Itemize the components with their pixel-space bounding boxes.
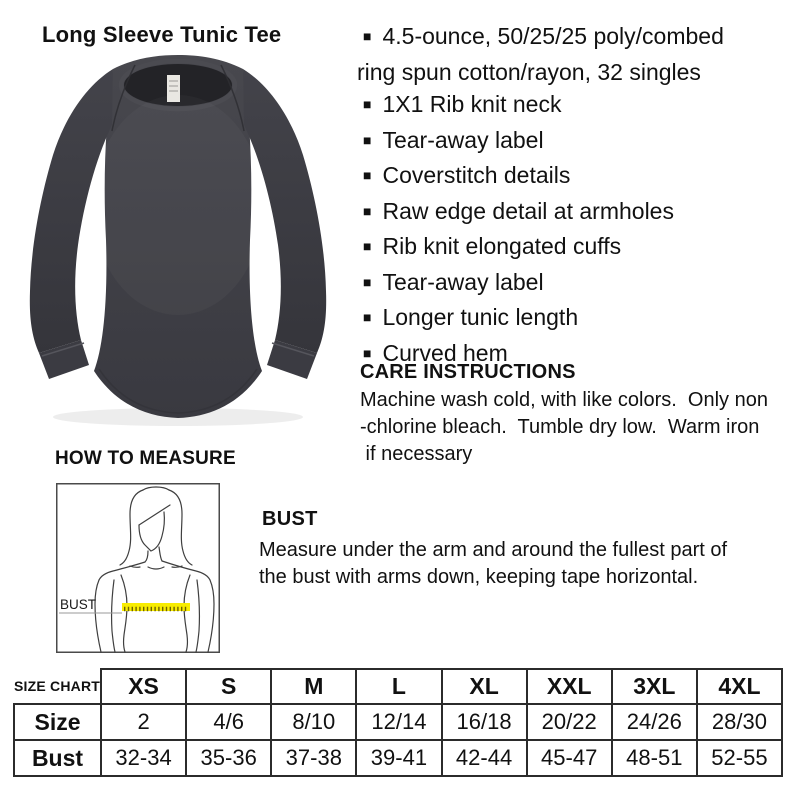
bust-instructions: [259, 537, 727, 591]
feature-item: ■ Raw edge detail at armholes: [363, 197, 674, 224]
feature-item: ■ Tear-away label: [363, 126, 544, 153]
diagram-bust-label: BUST: [60, 597, 97, 612]
size-value-cell: 24/26: [612, 704, 697, 740]
size-col-header: S: [186, 669, 271, 704]
size-value-cell: 28/30: [697, 704, 782, 740]
feature-item: ■ Coverstitch details: [363, 162, 571, 188]
care-instructions: [360, 361, 800, 468]
feature-item: ■ Curved hem: [363, 339, 508, 366]
feature-list: [357, 20, 761, 372]
row-label: Bust: [14, 740, 101, 776]
bust-value-cell: 37-38: [271, 740, 356, 776]
size-col-header: M: [271, 669, 356, 704]
row-label: Size: [14, 704, 101, 740]
bullet-square-icon: ■: [363, 238, 372, 254]
size-chart-header-row: [14, 669, 782, 704]
size-value-cell: 20/22: [527, 704, 612, 740]
product-photo: [15, 55, 340, 430]
size-value-cell: 4/6: [186, 704, 271, 740]
care-text-line: -chlorine bleach. Tumble dry low. Warm iron: [360, 416, 760, 438]
feature-item: ■ 4.5-ounce, 50/25/25 poly/combed ring spun cotton/rayon, 32 singles: [357, 23, 724, 85]
bust-text-line: the bust with arms down, keeping tape horizontal.: [259, 566, 699, 588]
bust-value-cell: 48-51: [612, 740, 697, 776]
bust-value-cell: 52-55: [697, 740, 782, 776]
size-col-header: 3XL: [612, 669, 697, 704]
size-value-cell: 16/18: [442, 704, 527, 740]
size-col-header: 4XL: [697, 669, 782, 704]
size-value-cell: 8/10: [271, 704, 356, 740]
feature-item: ■ Rib knit elongated cuffs: [363, 233, 622, 259]
bullet-square-icon: ■: [363, 131, 372, 148]
bust-measure-figure: [56, 483, 220, 653]
bullet-square-icon: ■: [363, 202, 372, 219]
bullet-square-icon: ■: [363, 96, 372, 112]
tunic-tee-illustration: [15, 55, 340, 430]
how-to-measure-heading: HOW TO MEASURE: [55, 448, 236, 469]
bust-row: [14, 740, 782, 776]
care-text-line: Machine wash cold, with like colors. Only non: [360, 389, 768, 411]
size-chart-table: [13, 668, 783, 777]
feature-item: ■ Tear-away label: [363, 268, 544, 295]
size-chart-label: SIZE CHART: [14, 678, 100, 694]
size-col-header: XL: [442, 669, 527, 704]
bust-value-cell: 39-41: [356, 740, 441, 776]
care-heading: CARE INSTRUCTIONS: [360, 361, 576, 383]
bust-section-heading: BUST: [262, 508, 318, 530]
feature-item: ■ Longer tunic length: [363, 304, 579, 330]
size-value-cell: 12/14: [356, 704, 441, 740]
bust-value-cell: 42-44: [442, 740, 527, 776]
bullet-square-icon: ■: [363, 273, 372, 290]
bust-value-cell: 45-47: [527, 740, 612, 776]
size-row: [14, 704, 782, 740]
bullet-square-icon: ■: [363, 344, 372, 361]
size-col-header: L: [356, 669, 441, 704]
bust-value-cell: 35-36: [186, 740, 271, 776]
size-col-header: XXL: [527, 669, 612, 704]
feature-item: ■ 1X1 Rib knit neck: [363, 91, 562, 117]
size-chart: [13, 668, 783, 777]
bullet-square-icon: ■: [363, 167, 372, 183]
size-col-header: XS: [101, 669, 186, 704]
size-value-cell: 2: [101, 704, 186, 740]
care-text-line: if necessary: [360, 443, 473, 465]
bullet-square-icon: ■: [363, 309, 372, 325]
bullet-square-icon: ■: [363, 28, 372, 44]
measure-diagram: [56, 483, 220, 653]
page-title: Long Sleeve Tunic Tee: [42, 22, 282, 47]
bust-value-cell: 32-34: [101, 740, 186, 776]
bust-text-line: Measure under the arm and around the fullest part of: [259, 539, 728, 561]
